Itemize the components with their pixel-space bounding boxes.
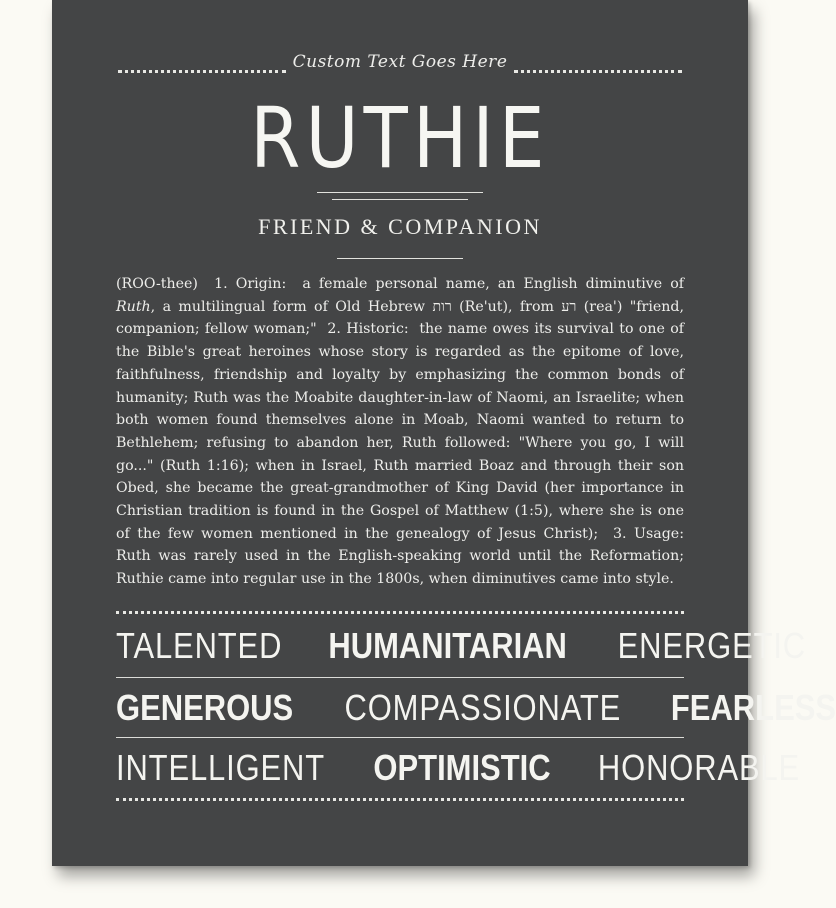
trait-word: GENEROUS bbox=[116, 687, 294, 728]
name-definition bbox=[116, 273, 684, 591]
name-meaning: FRIEND & COMPANION bbox=[258, 214, 542, 239]
traits-divider-1 bbox=[116, 677, 684, 678]
traits-row-2 bbox=[116, 683, 836, 733]
origin-label: 1. Origin: bbox=[214, 276, 287, 292]
origin-name: Ruth bbox=[116, 298, 151, 315]
meaning-underline bbox=[337, 258, 463, 259]
historic-label: 2. Historic: bbox=[327, 321, 409, 338]
poster-name: RUTHIE bbox=[250, 89, 550, 187]
origin-text-continued: , a multilingual form of Old Hebrew רות (Re'ut), from רע (rea') "friend, companion; fellow woman;" bbox=[116, 298, 684, 338]
trait-word: FEARLESS bbox=[670, 687, 836, 728]
trait-word: HUMANITARIAN bbox=[328, 625, 568, 666]
name-underline-top bbox=[317, 192, 483, 193]
historic-text: the name owes its survival to one of the Bible's great heroines whose story is regarded as the epitome of love, faithfulness, friendship and loyalty by emphasizing the common bonds of humanity; Ruth was the Moabite daughter-in-law of Naomi, an Israelite; when both women found themselves alone in Moab, Naomi wanted to return to Bethlehem; refusing to abandon her, Ruth followed: "Where you go, I will go..." (Ruth 1:16); when in Israel, Ruth married Boaz and through their son Obed, she became the great-grandmother of King David (her importance in Christian tradition is found in the Gospel of Matthew (1:5), where she is one of the few women mentioned in the genealogy of Jesus Christ); bbox=[116, 321, 684, 542]
trait-word: TALENTED bbox=[116, 625, 283, 666]
traits-top-dotted-divider bbox=[116, 611, 684, 614]
trait-word: COMPASSIONATE bbox=[344, 687, 622, 728]
origin-text: a female personal name, an English diminutive of bbox=[302, 276, 685, 292]
traits-divider-2 bbox=[116, 737, 684, 738]
traits-row-3 bbox=[116, 743, 801, 793]
custom-text: Custom Text Goes Here bbox=[292, 52, 508, 72]
name-poster bbox=[52, 0, 836, 866]
traits-row-1 bbox=[116, 621, 806, 671]
pronunciation: (ROO-thee) bbox=[116, 276, 198, 292]
trait-word: OPTIMISTIC bbox=[373, 747, 551, 788]
trait-word: INTELLIGENT bbox=[116, 747, 326, 788]
traits-bottom-dotted-divider bbox=[116, 798, 684, 801]
name-underline-bottom bbox=[332, 199, 468, 200]
trait-word: HONORABLE bbox=[597, 747, 801, 788]
trait-word: ENERGETIC bbox=[617, 625, 806, 666]
usage-text: Ruth was rarely used in the English-speaking world until the Reformation; Ruthie came into regular use in the 1800s, when diminutives came into style. bbox=[116, 548, 684, 588]
usage-label: 3. Usage: bbox=[613, 525, 684, 542]
